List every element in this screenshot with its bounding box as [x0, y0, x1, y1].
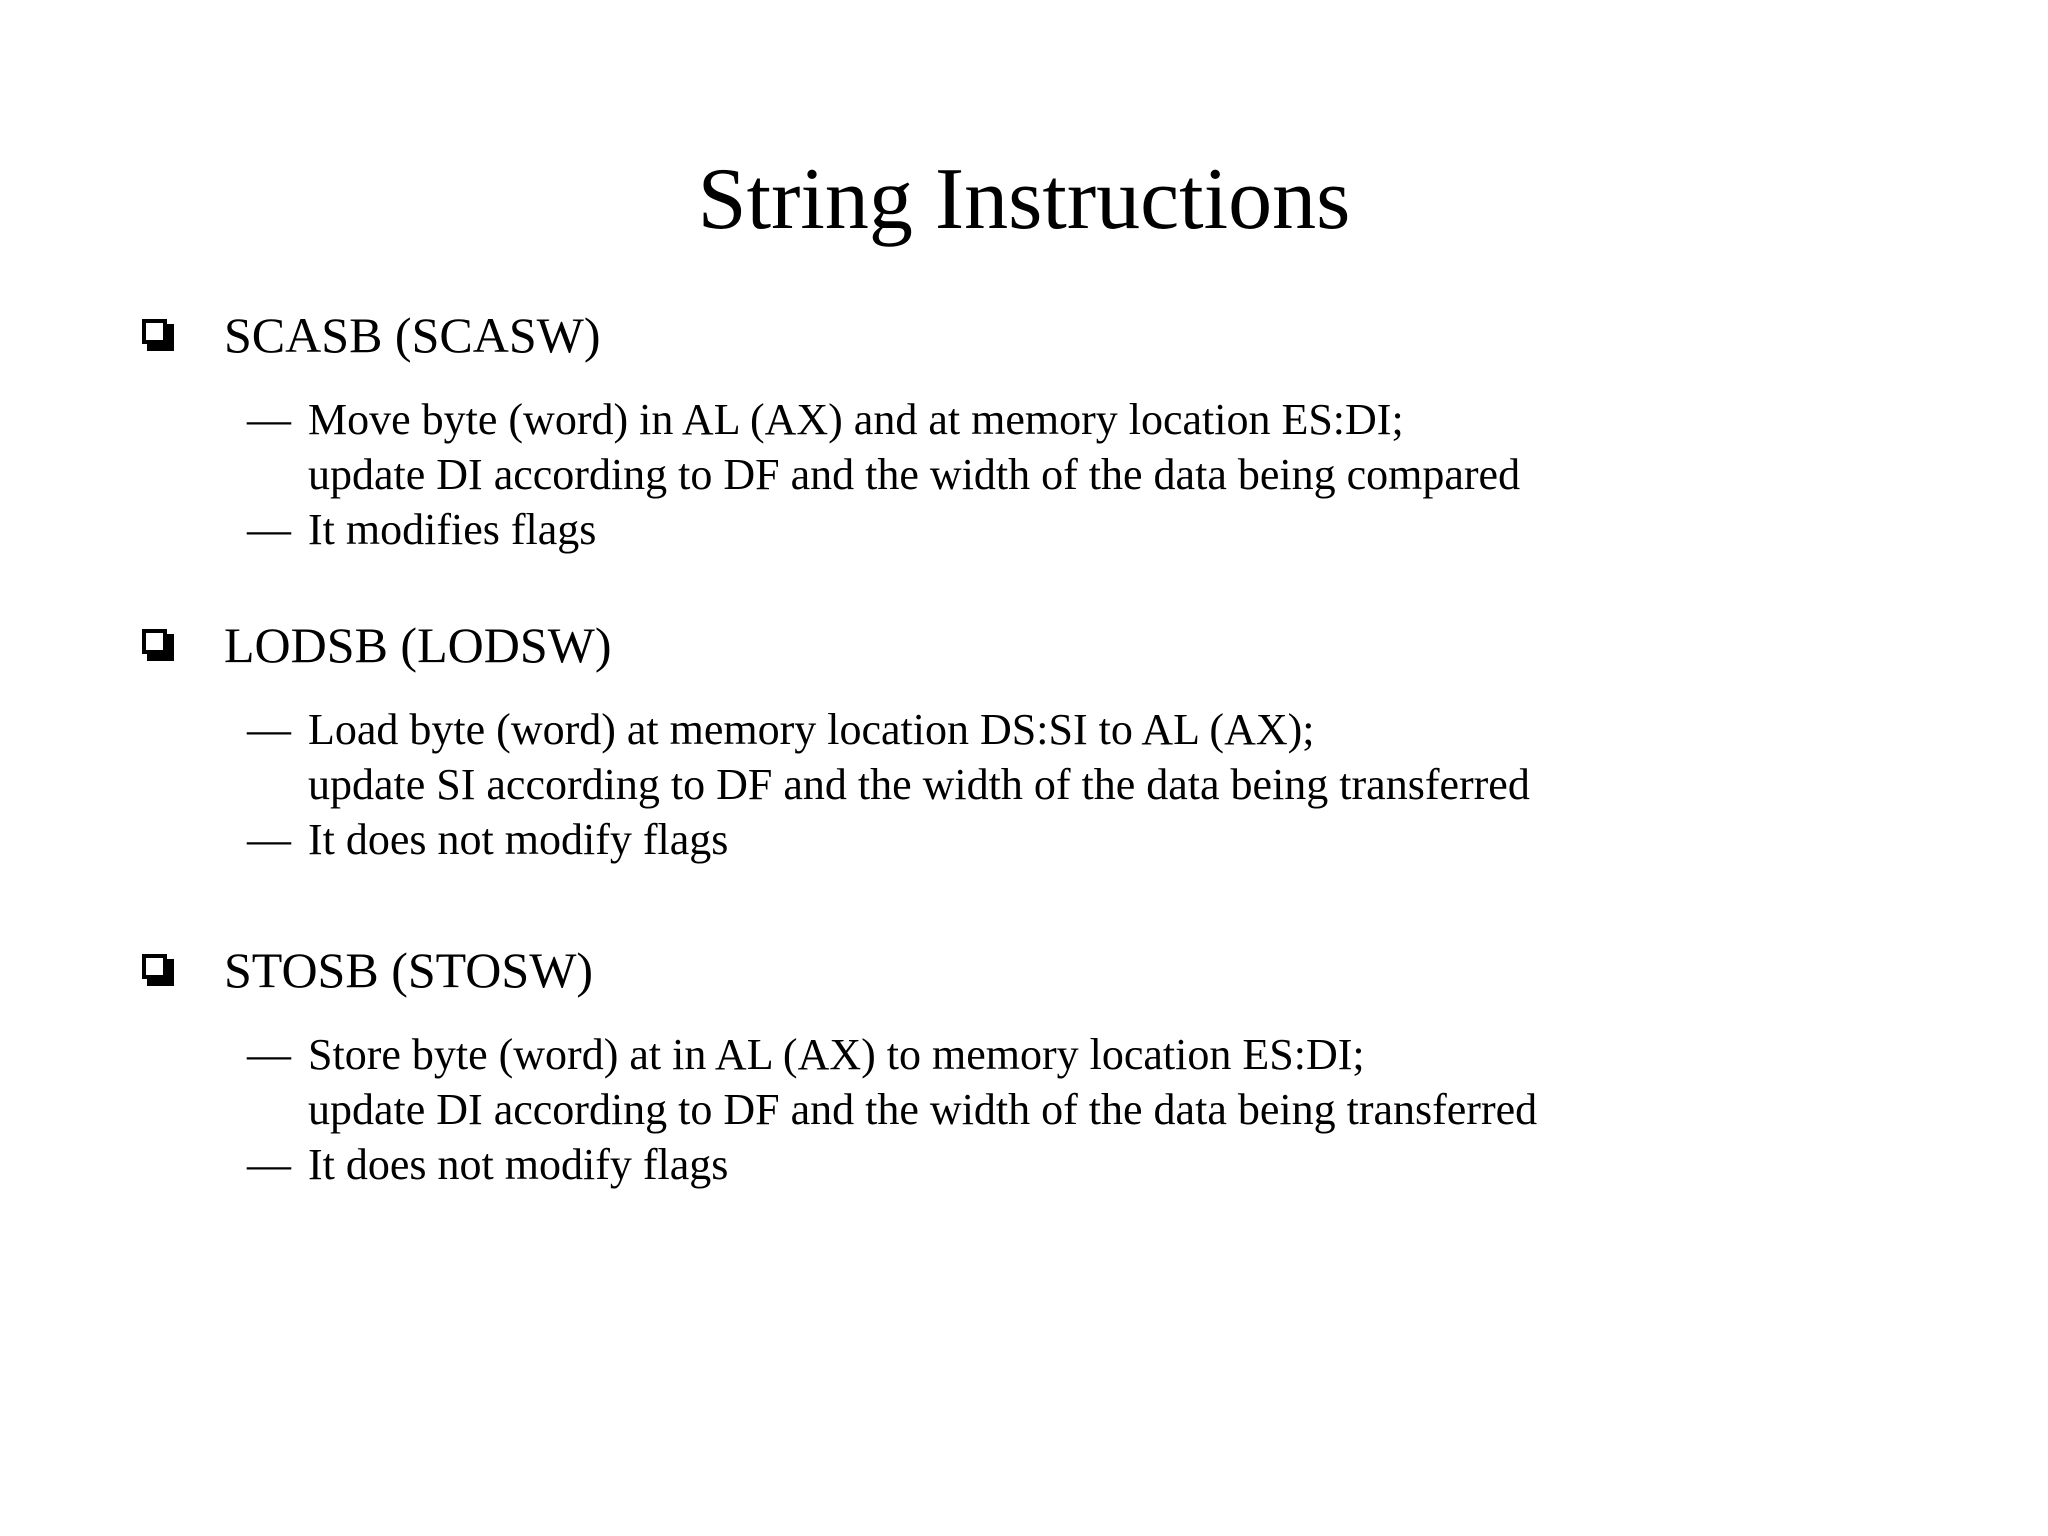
section-scasb [142, 300, 2022, 557]
bullet-heading [142, 935, 2022, 1005]
sub-bullet [247, 812, 2022, 867]
sub-bullet [247, 1137, 2022, 1192]
bullet-heading [142, 610, 2022, 680]
sub-bullet [247, 1027, 2022, 1137]
sub-bullet-text: update SI according to DF and the width of the data being transferred [308, 760, 1530, 809]
sub-bullet-text: It does not modify flags [308, 815, 729, 864]
sub-bullet [247, 502, 2022, 557]
sub-bullet-list [142, 392, 2022, 557]
checkbox-bullet-icon [142, 629, 174, 661]
sub-bullet-text: Store byte (word) at in AL (AX) to memory location ES:DI; [308, 1030, 1365, 1079]
bullet-heading-text: SCASB (SCASW) [224, 307, 601, 363]
dash-marker: — [247, 1140, 291, 1189]
sub-bullet-text: Load byte (word) at memory location DS:SI to AL (AX); [308, 705, 1315, 754]
sub-bullet [247, 392, 2022, 502]
section-stosb [142, 935, 2022, 1192]
sub-bullet-text: It does not modify flags [308, 1140, 729, 1189]
bullet-heading-text: STOSB (STOSW) [224, 942, 594, 998]
sub-bullet-text: update DI according to DF and the width of the data being transferred [308, 1085, 1538, 1134]
checkbox-bullet-icon [142, 319, 174, 351]
dash-marker: — [247, 815, 291, 864]
sub-bullet-text: update DI according to DF and the width of the data being compared [308, 450, 1521, 499]
checkbox-bullet-icon [142, 954, 174, 986]
sub-bullet-text: It modifies flags [308, 505, 597, 554]
dash-marker: — [247, 1030, 291, 1079]
sub-bullet [247, 702, 2022, 812]
sub-bullet-list [142, 1027, 2022, 1192]
slide-title: String Instructions [697, 151, 1351, 248]
section-lodsb [142, 610, 2022, 867]
dash-marker: — [247, 505, 291, 554]
sub-bullet-list [142, 702, 2022, 867]
dash-marker: — [247, 705, 291, 754]
bullet-heading [142, 300, 2022, 370]
sub-bullet-text: Move byte (word) in AL (AX) and at memory location ES:DI; [308, 395, 1404, 444]
dash-marker: — [247, 395, 291, 444]
bullet-heading-text: LODSB (LODSW) [224, 617, 612, 673]
